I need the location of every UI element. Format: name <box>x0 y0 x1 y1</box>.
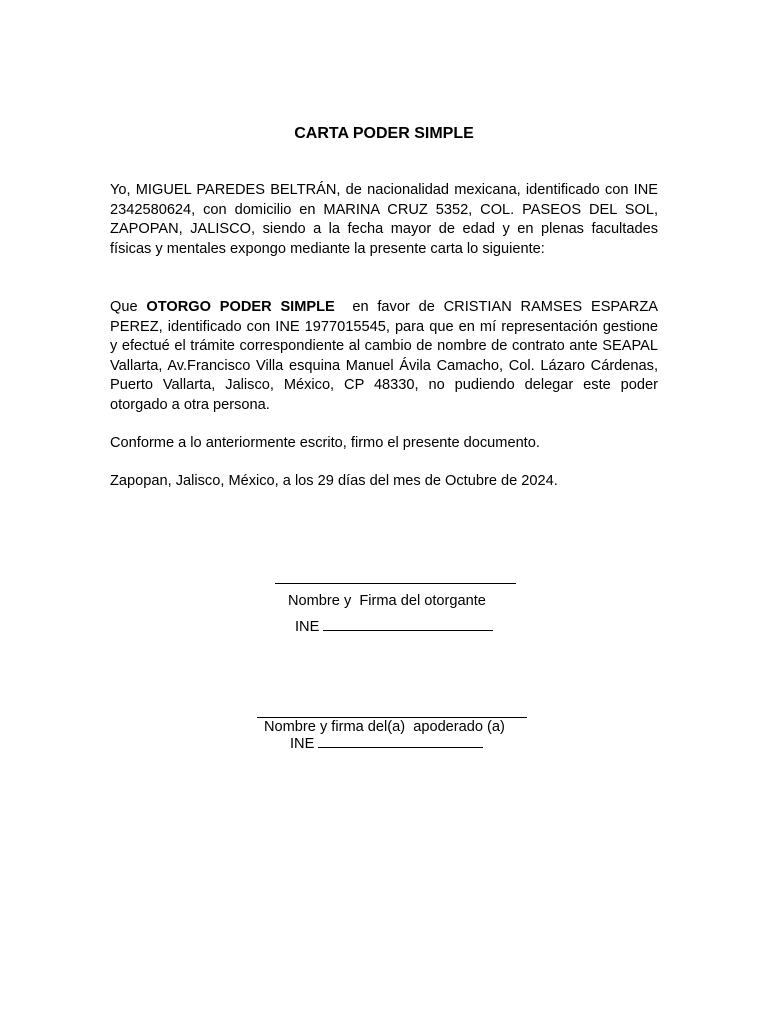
paragraph-grant-lead: Que <box>110 299 147 315</box>
document-title: CARTA PODER SIMPLE <box>294 125 474 142</box>
attorney-signature-line <box>257 717 527 718</box>
paragraph-declaration: Yo, MIGUEL PAREDES BELTRÁN, de nacionalidad mexicana, identificado con INE 2342580624, con domicilio en MARINA CRUZ 5352, COL. PASEOS DEL SOL, ZAPOPAN, JALISCO, siendo a la fecha mayor de edad y en plenas facultades físicas y mentales expongo mediante la presente carta lo siguiente: <box>110 182 658 257</box>
paragraph-conformity: Conforme a lo anteriormente escrito, firmo el presente documento. <box>110 435 540 451</box>
grantor-ine-field <box>295 619 493 635</box>
paragraph-grant <box>110 298 663 415</box>
grantor-signature-line <box>275 583 516 584</box>
attorney-ine-field <box>290 736 483 752</box>
attorney-ine-blank <box>318 746 483 748</box>
grantor-ine-label: INE <box>295 619 320 635</box>
paragraph-grant-bold: OTORGO PODER SIMPLE <box>146 299 335 315</box>
grantor-ine-blank <box>323 629 493 631</box>
grantor-signature-label: Nombre y Firma del otorgante <box>288 593 486 609</box>
attorney-signature-label: Nombre y firma del(a) apoderado (a) <box>264 719 505 735</box>
paragraph-grant-rest: en favor de CRISTIAN RAMSES ESPARZA PEREZ, identificado con INE 1977015545, para que en mí representación gestione y efectué el trámite correspondiente al cambio de nombre de contrato ante SEAPAL Vallarta, Av.Francisco Villa esquina Manuel Ávila Camacho, Col. Lázaro Cárdenas, Puerto Vallarta, Jalisco, México, CP 48330, no pudiendo delegar este poder otorgado a otra persona. <box>110 299 663 413</box>
paragraph-place-date: Zapopan, Jalisco, México, a los 29 días del mes de Octubre de 2024. <box>110 473 558 489</box>
attorney-ine-label: INE <box>290 736 315 752</box>
